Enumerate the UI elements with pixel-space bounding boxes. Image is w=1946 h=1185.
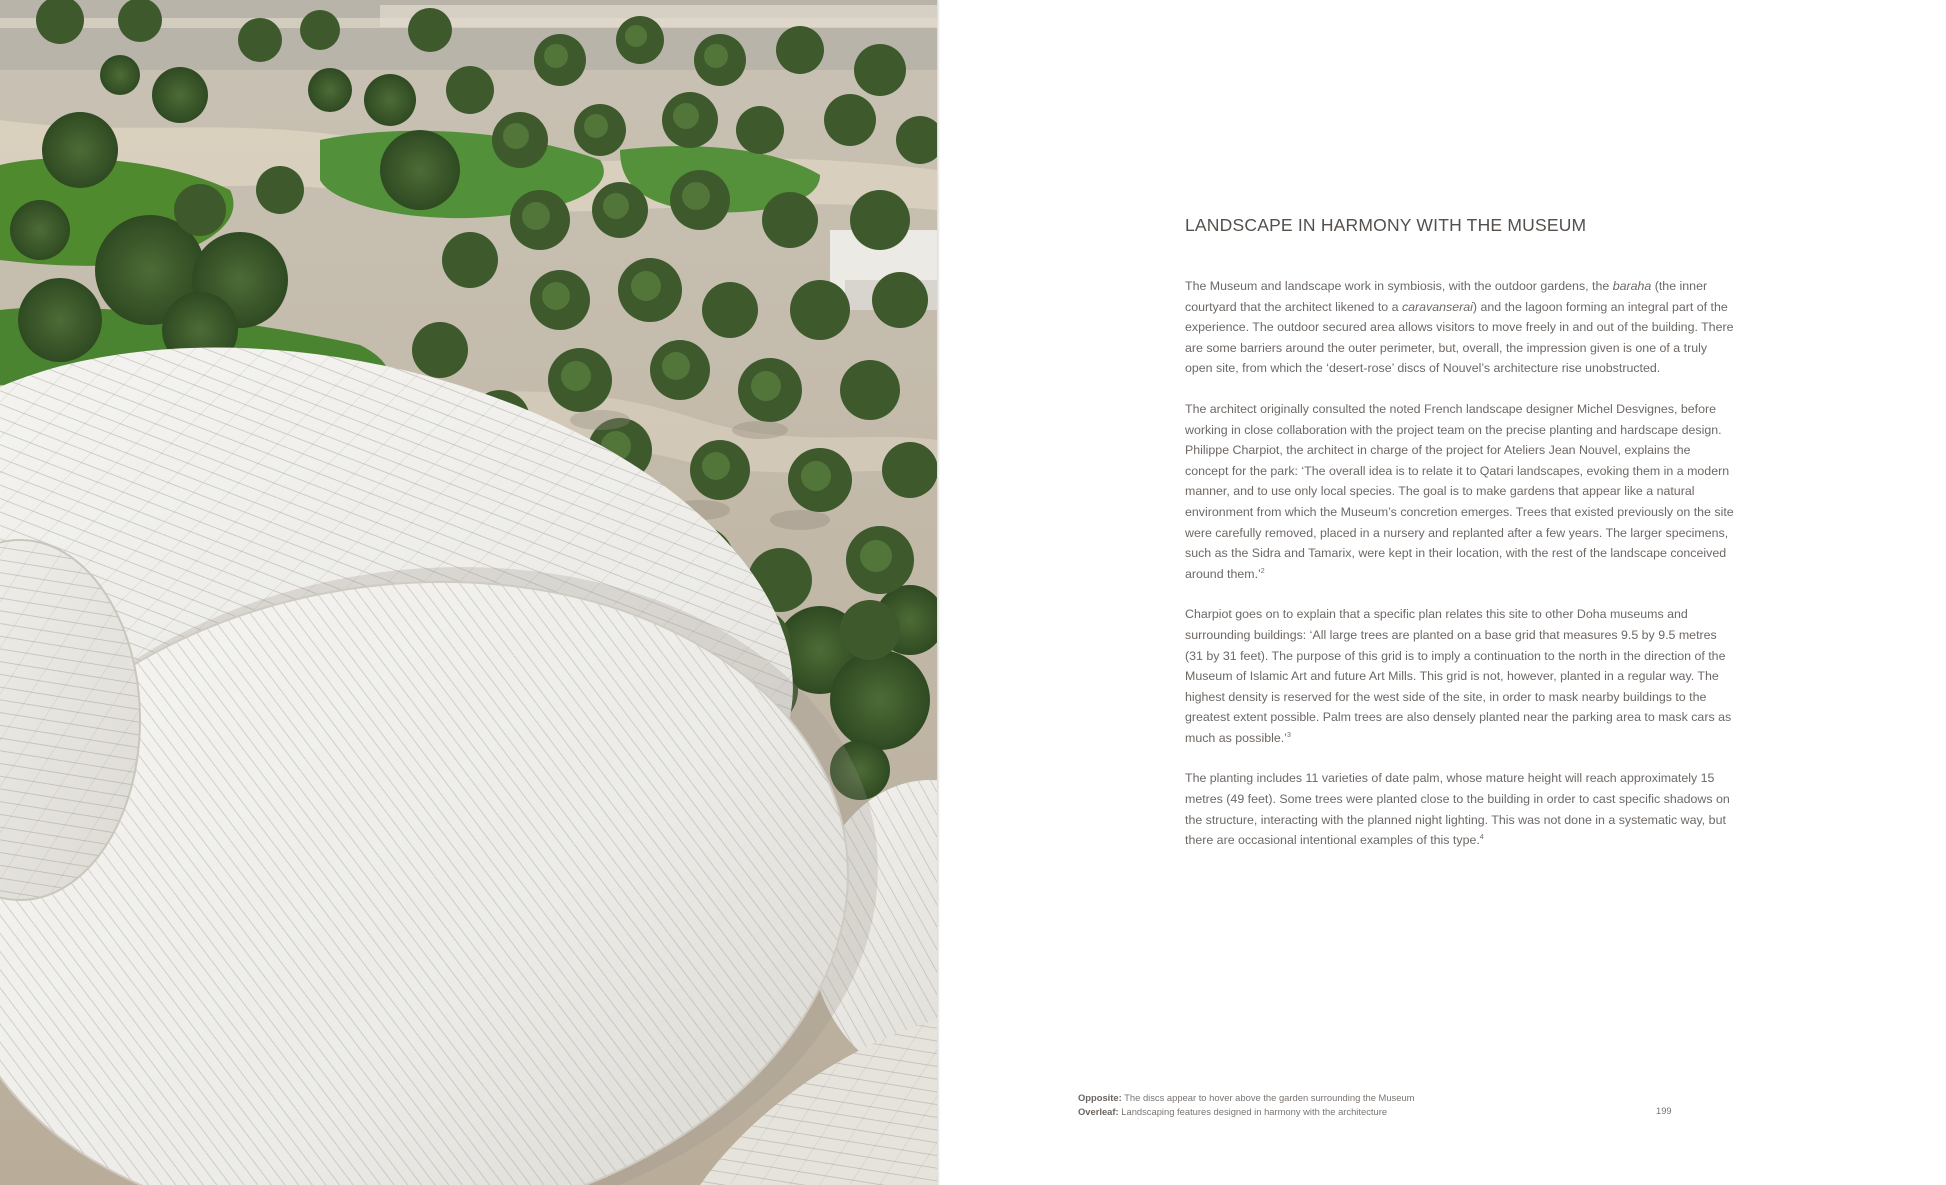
paragraph-3: [1185, 604, 1735, 748]
caption-overleaf-text: Landscaping features designed in harmony with the architecture: [1118, 1105, 1388, 1117]
paragraph-1-term-caravanserai: caravanserai: [1401, 299, 1473, 314]
section-heading: LANDSCAPE IN HARMONY WITH THE MUSEUM: [1185, 215, 1587, 235]
paragraph-1-part-e: ) and the lagoon forming an integral part of the experience. The outdoor secured area allows visitors to move freely in and out of the building. There are some barriers around the outer perimeter, but, overall, the impression given is one of a truly open site, from which the ‘desert-rose’ discs of Nouvel’s architecture rise unobstructed.: [1185, 299, 1734, 376]
paragraph-3-text: Charpiot goes on to explain that a specific plan relates this site to other Doha museums and surrounding buildings: ‘All large trees are planted on a base grid that measures 9.5 by 9.5 metres (31 by 31 feet). The purpose of this grid is to imply a continuation to the north in the direction of the Museum of Islamic Art and future Art Mills. This grid is not, however, planted in a regular way. The highest density is reserved for the west side of the site, in order to mask nearby buildings to the greatest extent possible. Palm trees are also densely planted near the parking area to mask cars as much as possible.’: [1185, 607, 1732, 745]
paragraph-2: [1185, 399, 1735, 584]
page-number: 199: [1656, 1105, 1672, 1116]
paragraph-2-text: The architect originally consulted the noted French landscape designer Michel Desvignes, before working in close collaboration with the project team on the precise planting and hardscape design. Philippe Charpiot, the architect in charge of the project for Ateliers Jean Nouvel, explains the concept for the park: ‘The overall idea is to relate it to Qatari landscapes, evoking them in a modern manner, and to use only local species. The goal is to make gardens that appear like a natural environment from which the Museum’s concretion emerges. Trees that existed previously on the site were carefully removed, placed in a nursery and replanted after a few years. The larger specimens, such as the Sidra and Tamarix, were kept in their location, with the rest of the landscape conceived around them.’: [1185, 401, 1734, 581]
caption-overleaf: [1078, 1105, 1538, 1119]
museum-aerial-photo: [0, 0, 937, 1185]
paragraph-1-term-baraha: baraha: [1612, 279, 1652, 293]
paragraph-1-part-c: (the inner courtyard that the architect likened to a: [1185, 279, 1708, 314]
paragraph-4: [1185, 768, 1735, 850]
paragraph-1-part-a: The Museum and landscape work in symbiosis, with the outdoor gardens, the: [1185, 279, 1613, 293]
footnote-ref-2: 2: [1260, 567, 1265, 575]
caption-overleaf-label: Overleaf:: [1078, 1105, 1119, 1117]
footnote-ref-4: 4: [1479, 834, 1484, 842]
caption-opposite: [1078, 1091, 1538, 1105]
article-body: [1185, 215, 1735, 871]
footnote-ref-3: 3: [1286, 731, 1291, 739]
caption-opposite-text: The discs appear to hover above the garden surrounding the Museum: [1121, 1092, 1415, 1103]
photo-captions: [1078, 1091, 1538, 1118]
paragraph-4-text: The planting includes 11 varieties of date palm, whose mature height will reach approximately 15 metres (49 feet). Some trees were planted close to the building in order to cast specific shadows on the structure, interacting with the planned night lighting. This was not done in a systematic way, but there are occasional intentional examples of this type.: [1185, 771, 1730, 848]
paragraph-1: [1185, 276, 1735, 379]
photo-illustration: [0, 0, 937, 1185]
page-gutter: [937, 0, 940, 1185]
caption-opposite-label: Opposite:: [1078, 1092, 1122, 1103]
